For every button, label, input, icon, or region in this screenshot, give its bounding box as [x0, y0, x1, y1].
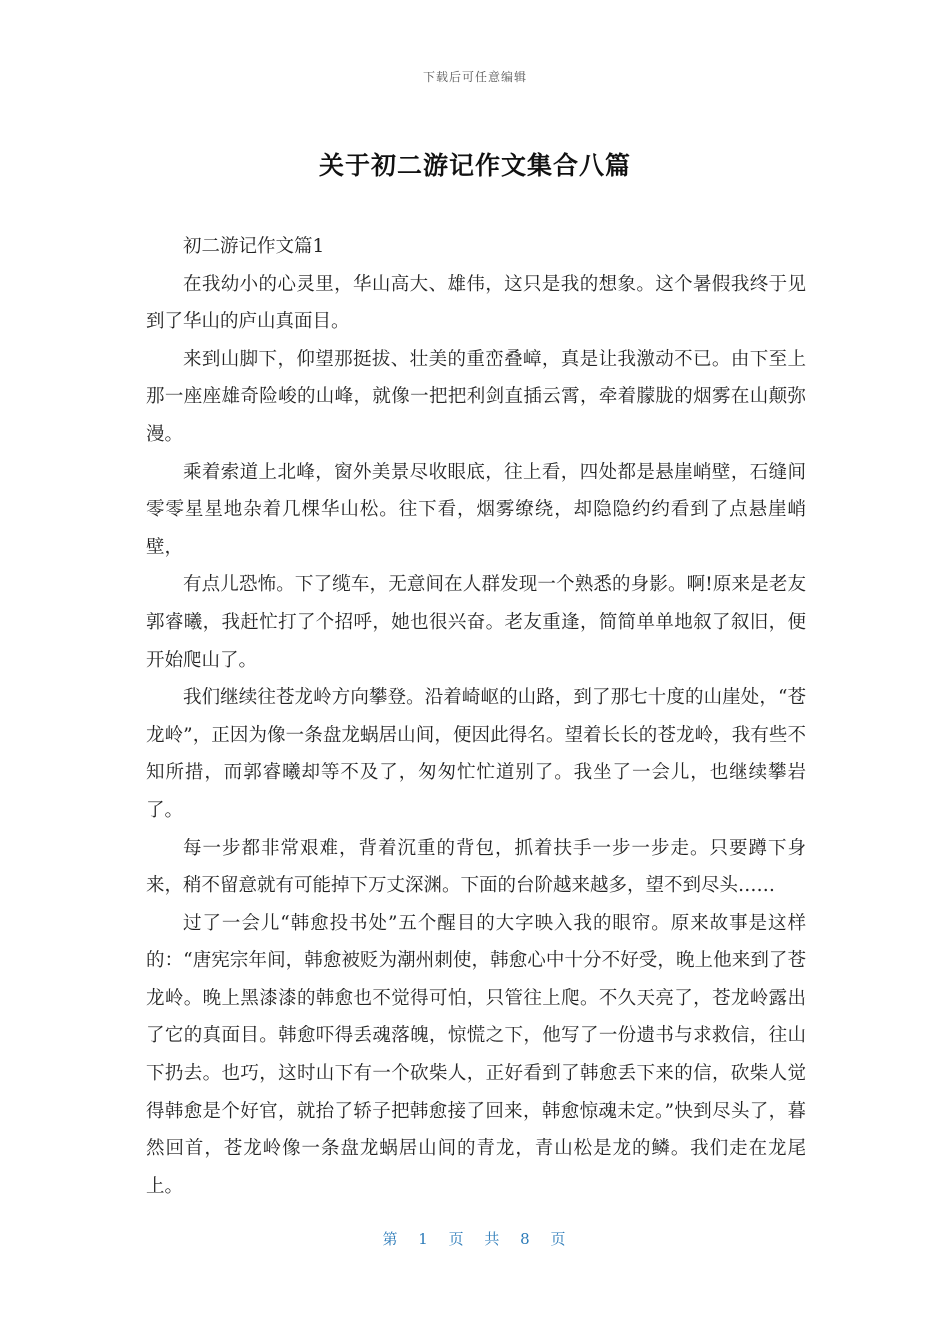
paragraph-3: 乘着索道上北峰，窗外美景尽收眼底，往上看，四处都是悬崖峭壁，石缝间零零星星地杂着几棵华山松。往下看，烟雾缭绕，却隐隐约约看到了点悬崖峭壁，: [146, 461, 806, 558]
paragraph-1: 在我幼小的心灵里，华山高大、雄伟，这只是我的想象。这个暑假我终于见到了华山的庐山真面目。: [146, 273, 806, 333]
document-title: 关于初二游记作文集合八篇: [318, 151, 631, 180]
paragraph-4: 有点儿恐怖。下了缆车，无意间在人群发现一个熟悉的身影。啊!原来是老友郭睿曦，我赶忙打了个招呼，她也很兴奋。老友重逢，简简单单地叙了叙旧，便开始爬山了。: [146, 574, 806, 671]
paragraph-6: 每一步都非常艰难，背着沉重的背包，抓着扶手一步一步走。只要蹲下身来，稍不留意就有可能掉下万丈深渊。下面的台阶越来越多，望不到尽头……: [146, 837, 806, 897]
document-body: [146, 228, 806, 1205]
paragraph-5: 我们继续往苍龙岭方向攀登。沿着崎岖的山路，到了那七十度的山崖处，“苍龙岭”，正因为像一条盘龙蜗居山间，便因此得名。望着长长的苍龙岭，我有些不知所措，而郭睿曦却等不及了，匆匆忙忙道别了。我坐了一会儿，也继续攀岩了。: [146, 687, 806, 821]
paragraph-2: 来到山脚下，仰望那挺拔、壮美的重峦叠嶂，真是让我激动不已。由下至上那一座座雄奇险峻的山峰，就像一把把利剑直插云霄，牵着朦胧的烟雾在山颠弥漫。: [146, 348, 806, 445]
page-header-note: 下载后可任意编辑: [422, 70, 527, 84]
page-number-footer: 第 1 页 共 8 页: [382, 1230, 568, 1248]
paragraph-7: 过了一会儿“韩愈投书处”五个醒目的大字映入我的眼帘。原来故事是这样的：“唐宪宗年间，韩愈被贬为潮州刺使，韩愈心中十分不好受，晚上他来到了苍龙岭。晚上黑漆漆的韩愈也不觉得可怕，只管往上爬。不久天亮了，苍龙岭露出了它的真面目。韩愈吓得丢魂落魄，惊慌之下，他写了一份遗书与求救信，往山下扔去。也巧，这时山下有一个砍柴人，正好看到了韩愈丢下来的信，砍柴人觉得韩愈是个好官，就抬了轿子把韩愈接了回来，韩愈惊魂未定。”快到尽头了，暮然回首，苍龙岭像一条盘龙蜗居山间的青龙，青山松是龙的鳞。我们走在龙尾上。: [146, 912, 806, 1197]
section-heading: 初二游记作文篇1: [183, 236, 325, 257]
